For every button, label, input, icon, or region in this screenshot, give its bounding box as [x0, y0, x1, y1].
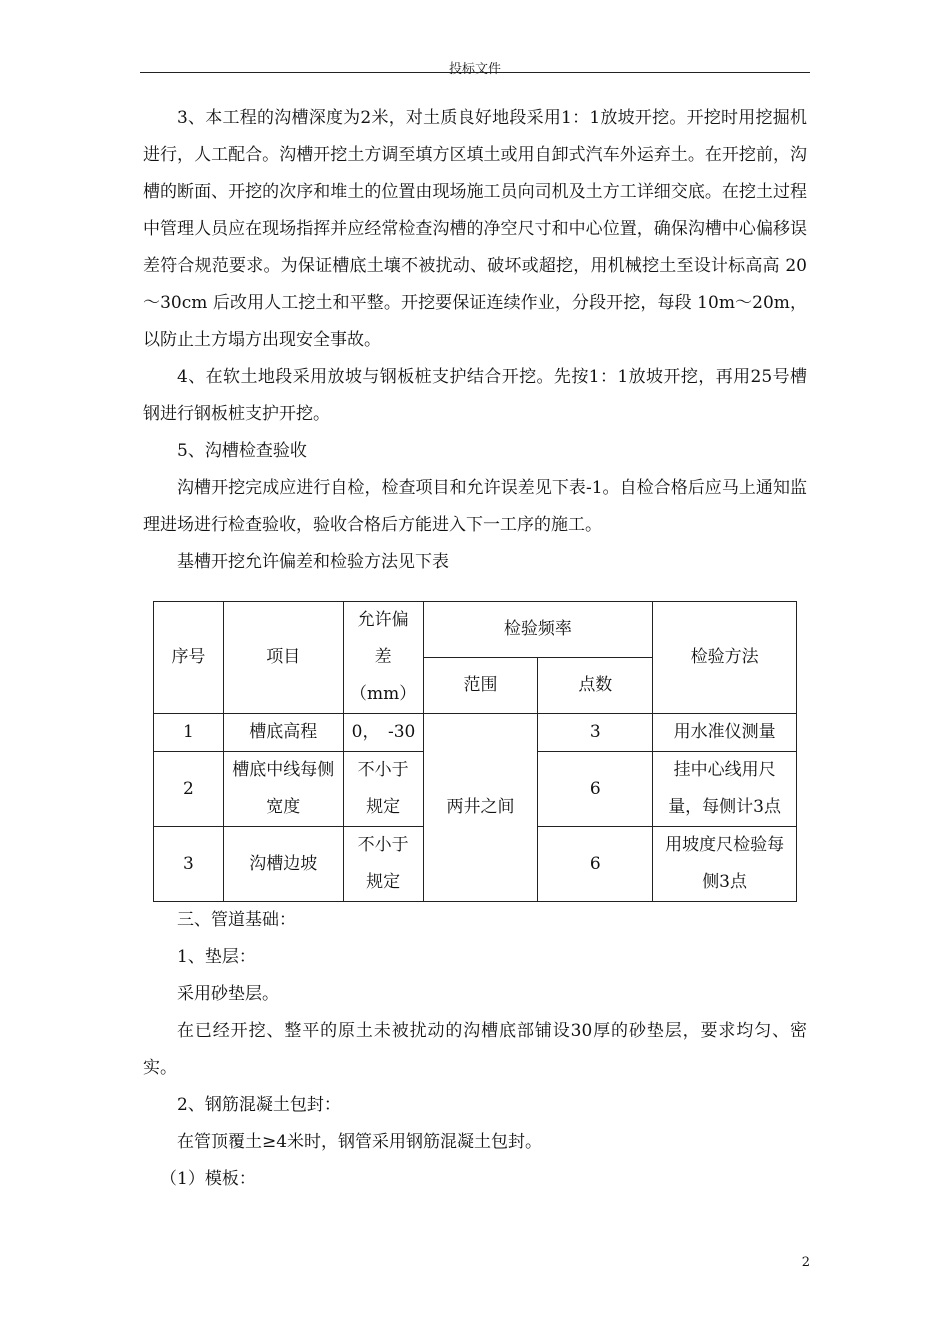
paragraph: 在已经开挖、整平的原土未被扰动的沟槽底部铺设30厚的砂垫层，要求均匀、密实。 [143, 1021, 807, 1078]
header-range: 范围 [423, 658, 538, 714]
subsection-heading: （1）模板： [160, 1169, 256, 1189]
cell-method: 用水准仪测量 [653, 714, 797, 752]
cell-method: 用坡度尺检验每侧3点 [653, 827, 797, 902]
paragraph: 在管顶覆土≥4米时，钢管采用钢筋混凝土包封。 [177, 1132, 543, 1152]
subsection-heading: 2、钢筋混凝土包封： [177, 1095, 341, 1115]
header-method: 检验方法 [653, 602, 797, 714]
cell-points: 6 [538, 752, 653, 827]
cell-tolerance: 不小于规定 [343, 827, 423, 902]
cell-tolerance: 0， -30 [343, 714, 423, 752]
cell-tolerance: 不小于规定 [343, 752, 423, 827]
header-points: 点数 [538, 658, 653, 714]
header-frequency: 检验频率 [423, 602, 653, 658]
header-no: 序号 [154, 602, 224, 714]
cell-points: 6 [538, 827, 653, 902]
paragraph: 3、本工程的沟槽深度为2米，对土质良好地段采用1：1放坡开挖。开挖时用挖掘机进行，人工配合。沟槽开挖土方调至填方区填土或用自卸式汽车外运弃土。在开挖前，沟槽的断面、开挖的次序和堆土的位置由现场施工员向司机及土方工详细交底。在挖土过程中管理人员应在现场指挥并应经常检查沟槽的净空尺寸和中心位置，确保沟槽中心偏移误差符合规范要求。为保证槽底土壤不被扰动、破坏或超挖，用机械挖土至设计标高高 20～30cm 后改用人工挖土和平整。开挖要保证连续作业，分段开挖，每段 10m～20m，以防止土方塌方出现安全事故。 [143, 108, 807, 350]
cell-no: 2 [154, 752, 224, 827]
paragraph: 4、在软土地段采用放坡与钢板桩支护结合开挖。先按1：1放坡开挖，再用25号槽钢进行钢板桩支护开挖。 [143, 367, 807, 424]
paragraph: 采用砂垫层。 [177, 984, 279, 1004]
section-heading: 三、管道基础： [177, 910, 296, 930]
page-header: 投标文件 [448, 62, 501, 77]
cell-no: 3 [154, 827, 224, 902]
cell-item: 槽底高程 [223, 714, 343, 752]
cell-item: 槽底中线每侧宽度 [223, 752, 343, 827]
document-body [143, 100, 807, 1198]
tolerance-table [153, 601, 797, 902]
header-tolerance: 允许偏差（mm） [343, 602, 423, 714]
table-caption: 基槽开挖允许偏差和检验方法见下表 [177, 552, 449, 572]
cell-item: 沟槽边坡 [223, 827, 343, 902]
page-number: 2 [801, 1255, 810, 1270]
section-heading: 5、沟槽检查验收 [177, 441, 307, 461]
table-row [154, 714, 797, 752]
header-item: 项目 [223, 602, 343, 714]
cell-points: 3 [538, 714, 653, 752]
cell-method: 挂中心线用尺量，每侧计3点 [653, 752, 797, 827]
cell-no: 1 [154, 714, 224, 752]
subsection-heading: 1、垫层： [177, 947, 256, 967]
table-header-row [154, 602, 797, 658]
paragraph: 沟槽开挖完成应进行自检，检查项目和允许误差见下表-1。自检合格后应马上通知监理进场进行检查验收，验收合格后方能进入下一工序的施工。 [143, 478, 807, 535]
cell-range: 两井之间 [423, 714, 538, 902]
header-divider [140, 72, 810, 73]
